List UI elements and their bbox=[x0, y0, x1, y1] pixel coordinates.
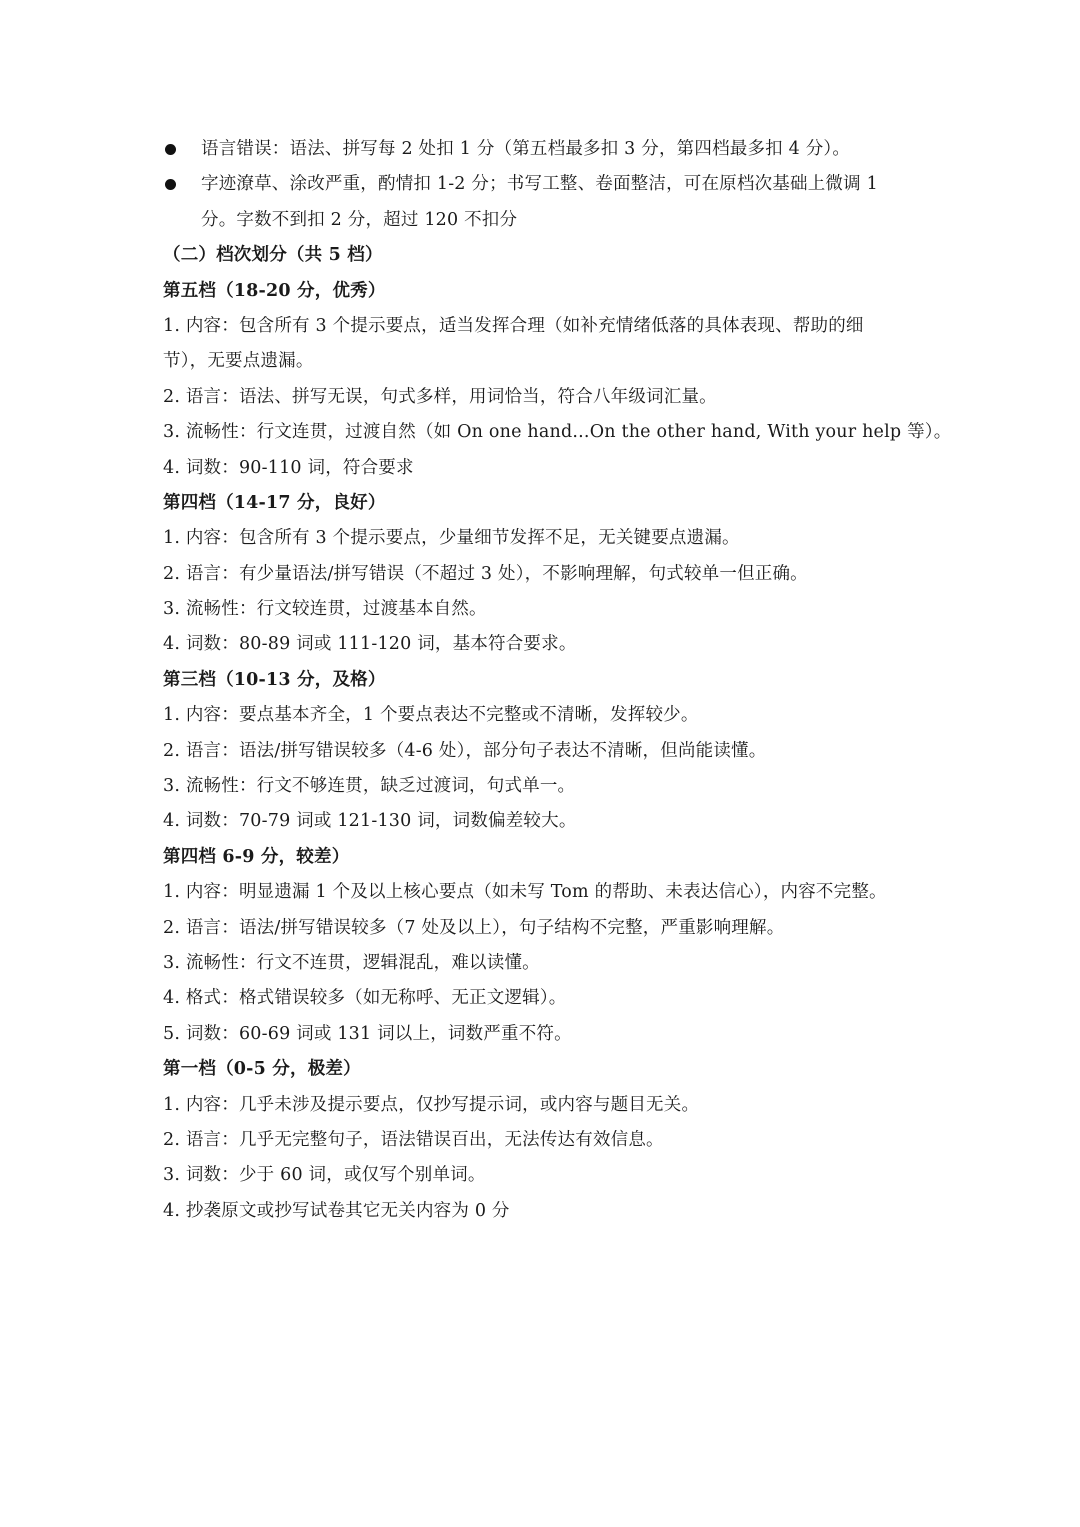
tier-block-fourth bbox=[163, 486, 933, 663]
tier-heading: 第一档（0-5 分，极差） bbox=[163, 1059, 361, 1080]
tier-block-third bbox=[163, 663, 933, 840]
bullet-line: 字迹潦草、涂改严重，酌情扣 1-2 分；书写工整、卷面整洁，可在原档次基础上微调 1 bbox=[201, 174, 878, 195]
tier-line: 3. 流畅性：行文较连贯，过渡基本自然。 bbox=[163, 599, 487, 620]
tier-line: 2. 语言：语法/拼写错误较多（7 处及以上），句子结构不完整，严重影响理解。 bbox=[163, 917, 785, 938]
tier-line: 4. 词数：70-79 词或 121-130 词，词数偏差较大。 bbox=[163, 811, 577, 832]
tier-line: 1. 内容：几乎未涉及提示要点，仅抄写提示词，或内容与题目无关。 bbox=[163, 1094, 700, 1115]
tier-line: 3. 词数：少于 60 词，或仅写个别单词。 bbox=[163, 1165, 486, 1186]
tier-line: 4. 词数：90-110 词，符合要求 bbox=[163, 457, 414, 478]
tier-heading: 第四档 6-9 分，较差） bbox=[163, 846, 350, 867]
tier-block-fifth bbox=[163, 274, 952, 486]
tier-line: 4. 抄袭原文或抄写试卷其它无关内容为 0 分 bbox=[163, 1200, 510, 1221]
tier-line: 2. 语言：有少量语法/拼写错误（不超过 3 处），不影响理解，句式较单一但正确。 bbox=[163, 563, 808, 584]
section-heading: （二）档次划分（共 5 档） bbox=[163, 245, 383, 266]
tier-line: 2. 语言：语法/拼写错误较多（4-6 处），部分句子表达不清晰，但尚能读懂。 bbox=[163, 740, 767, 761]
tier-heading: 第五档（18-20 分，优秀） bbox=[163, 280, 386, 301]
tier-line: 3. 流畅性：行文连贯，过渡自然（如 On one hand...On the other hand, With your help 等）。 bbox=[163, 422, 952, 443]
tier-line: 5. 词数：60-69 词或 131 词以上，词数严重不符。 bbox=[163, 1023, 572, 1044]
tier-line: 节），无要点遗漏。 bbox=[163, 351, 314, 372]
document-content bbox=[163, 132, 952, 1229]
tier-line: 2. 语言：几乎无完整句子，语法错误百出，无法传达有效信息。 bbox=[163, 1129, 664, 1150]
bullet-item-language-errors bbox=[163, 132, 933, 167]
tier-line: 1. 内容：包含所有 3 个提示要点，少量细节发挥不足，无关键要点遗漏。 bbox=[163, 528, 740, 549]
tier-line: 2. 语言：语法、拼写无误，句式多样，用词恰当，符合八年级词汇量。 bbox=[163, 386, 717, 407]
bullet-line: 语言错误：语法、拼写每 2 处扣 1 分（第五档最多扣 3 分，第四档最多扣 4 分）。 bbox=[201, 139, 851, 159]
bullet-line: 分。字数不到扣 2 分，超过 120 不扣分 bbox=[201, 209, 518, 230]
bullet-dot-icon bbox=[165, 179, 176, 190]
tier-heading: 第三档（10-13 分，及格） bbox=[163, 669, 386, 690]
tier-line: 4. 词数：80-89 词或 111-120 词，基本符合要求。 bbox=[163, 634, 577, 655]
tier-line: 1. 内容：要点基本齐全，1 个要点表达不完整或不清晰，发挥较少。 bbox=[163, 705, 699, 726]
tier-line: 3. 流畅性：行文不够连贯，缺乏过渡词，句式单一。 bbox=[163, 776, 576, 797]
tier-line: 1. 内容：包含所有 3 个提示要点，适当发挥合理（如补充情绪低落的具体表现、帮助的细 bbox=[163, 315, 864, 336]
tier-line: 3. 流畅性：行文不连贯，逻辑混乱，难以读懂。 bbox=[163, 952, 540, 973]
bullet-item-handwriting bbox=[163, 167, 933, 238]
tier-line: 1. 内容：明显遗漏 1 个及以上核心要点（如未写 Tom 的帮助、未表达信心），内容不完整。 bbox=[163, 882, 887, 903]
tier-heading: 第四档（14-17 分，良好） bbox=[163, 492, 386, 513]
bullet-dot-icon bbox=[165, 144, 176, 155]
tier-block-poor bbox=[163, 840, 933, 1052]
tier-block-first bbox=[163, 1052, 933, 1229]
tier-line: 4. 格式：格式错误较多（如无称呼、无正文逻辑）。 bbox=[163, 988, 567, 1009]
